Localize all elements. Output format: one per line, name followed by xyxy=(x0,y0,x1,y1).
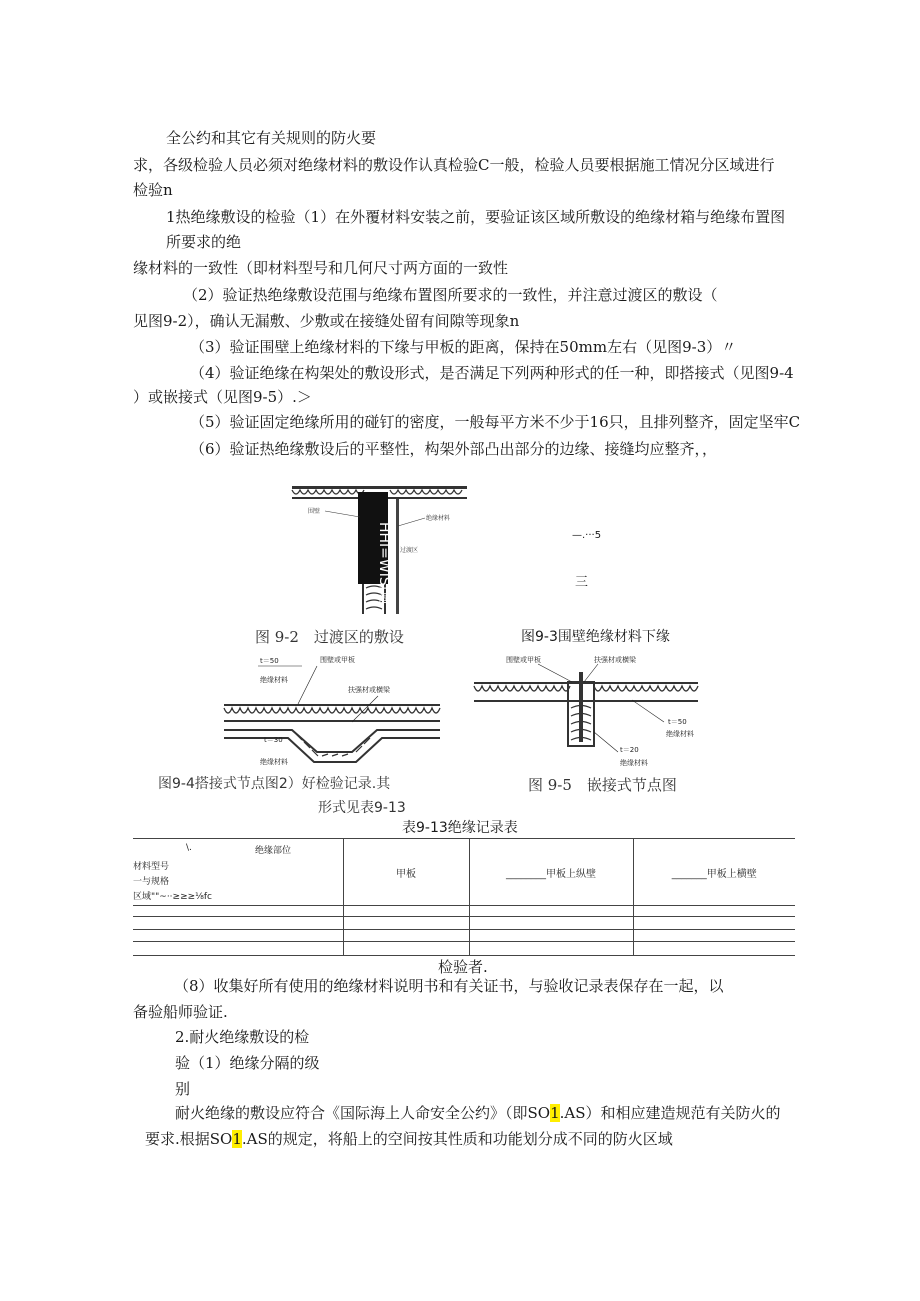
fig93-caption: 图9-3围壁绝缘材料下缘 xyxy=(521,629,670,645)
sec1-item5: （5）验证固定绝缘所用的碰钉的密度，一般每平方米不少于16只，且排列整齐，固定坚牢C xyxy=(190,413,801,431)
figure-9-5 xyxy=(472,652,700,770)
sec2-para1-b: .AS）和相应建造规范有关防火的 xyxy=(559,1104,781,1122)
highlight-mark: 1 xyxy=(232,1130,242,1148)
sec2-para2-a: 要求.根据SO xyxy=(145,1130,233,1148)
fig95-t-right: t＝50 xyxy=(668,718,687,726)
sec1-line3: 缘材料的一致性（即材料型号和几何尺寸两方面的一致性 xyxy=(133,259,509,277)
fig94-t-bottom: t＝30 xyxy=(264,736,283,744)
fig95-label2: 扶强材或横梁 xyxy=(594,656,636,664)
sec2-para1-a: 耐火绝缘的敷设应符合《国际海上人命安全公约》（即SO xyxy=(175,1104,551,1122)
fig94-t-top: t＝50 xyxy=(260,657,279,665)
header-slash: \. xyxy=(186,843,192,853)
fig94-caption: 图9-4搭接式节点图2）好检验记录.其 xyxy=(158,776,391,792)
header-type: 材料型号 xyxy=(133,862,170,872)
table-title: 表9-13绝缘记录表 xyxy=(402,820,518,836)
table-header-cell xyxy=(133,839,343,906)
fig92-label-mid: 过渡区 xyxy=(400,547,419,554)
sec2-para1 xyxy=(175,1103,781,1123)
table-row xyxy=(133,942,795,956)
fig94-caption2: 形式见表9-13 xyxy=(318,800,406,816)
fig92-label-left: 围壁 xyxy=(308,508,321,515)
para1-line1: 全公约和其它有关规则的防火要 xyxy=(166,129,377,147)
para8-line1: （8）收集好所有使用的绝缘材料说明书和有关证书，与验收记录表保存在一起，以 xyxy=(174,977,724,995)
sec2-line1: 2.耐火绝缘敷设的检 xyxy=(175,1028,310,1046)
fig92-vertical-text: HHI=WIS|迴 xyxy=(376,522,392,605)
sec2-line3: 别 xyxy=(175,1080,191,1098)
sec1-line2: 所要求的绝 xyxy=(166,233,242,251)
para1-line2: 求，各级检验人员必须对绝缘材料的敷设作认真检验C一般，检验人员要根据施工情况分区域进行 xyxy=(133,156,775,174)
fig94-mat-top: 绝缘材料 xyxy=(260,676,288,684)
fig93-mark1: —.···5 xyxy=(572,530,602,541)
insulation-record-table xyxy=(133,838,795,956)
fig94-label2: 扶强材或横梁 xyxy=(348,686,390,694)
para8-line2: 备验船师验证. xyxy=(133,1003,228,1021)
sec2-para2-b: .AS的规定，将船上的空间按其性质和功能划分成不同的防火区域 xyxy=(241,1130,673,1148)
table-row xyxy=(133,930,795,942)
sec1-item2b: 见图9-2），确认无漏敷、少敷或在接缝处留有间隙等现象n xyxy=(133,312,520,330)
fig92-label-right: 绝缘材料 xyxy=(426,515,451,522)
fig93-mark2: 三 xyxy=(575,575,589,590)
sec1-item3: （3）验证围壁上绝缘材料的下缘与甲板的距离，保持在50mm左右（见图9-3）〃 xyxy=(190,338,737,356)
sec1-item4a: （4）验证绝缘在构架处的敷设形式，是否满足下列两种形式的任一种，即搭接式（见图9-4 xyxy=(190,364,794,382)
fig94-mat-bottom: 绝缘材料 xyxy=(260,758,288,766)
fig95-label1: 围壁或甲板 xyxy=(506,656,541,664)
sec1-line1: 1热绝缘敷设的检验（1）在外覆材料安装之前，要验证该区域所敷设的绝缘材箱与绝缘布置图 xyxy=(166,208,786,226)
sec1-item4b: ）或嵌接式（见图9-5）.＞ xyxy=(133,388,312,406)
fig95-mat-bottom: 绝缘材料 xyxy=(620,759,648,767)
header-part: 绝缘部位 xyxy=(255,846,292,856)
sec2-para2 xyxy=(145,1129,673,1149)
sec1-item6: （6）验证热绝缘敷设后的平整性，构架外部凸出部分的边缘、接缝均应整齐，， xyxy=(190,440,718,458)
col-header-transverse: _______甲板上横壁 xyxy=(633,839,795,906)
col-header-deck: 甲板 xyxy=(343,839,469,906)
header-zone: 区域""~··≥≥≥⅛fc xyxy=(133,892,213,902)
highlight-mark: 1 xyxy=(550,1104,560,1122)
table-row xyxy=(133,906,795,917)
table-row xyxy=(133,917,795,930)
inspector-label: 检验者. xyxy=(438,958,488,976)
fig95-caption: 图 9-5 嵌接式节点图 xyxy=(528,776,677,794)
figure-9-4 xyxy=(222,652,442,770)
sec1-item2a: （2）验证热绝缘敷设范围与绝缘布置图所要求的一致性，并注意过渡区的敷设（ xyxy=(183,286,718,304)
sec2-line2: 验（1）绝缘分隔的级 xyxy=(175,1054,320,1072)
col-header-longitudinal: ________甲板上纵壁 xyxy=(469,839,633,906)
fig95-t-bottom: t＝20 xyxy=(620,746,639,754)
fig94-label1: 围壁或甲板 xyxy=(320,656,355,664)
figure-9-2 xyxy=(290,482,470,617)
para1-line3: 检验n xyxy=(133,181,173,199)
header-spec: 一与规格 xyxy=(133,877,170,887)
fig92-caption: 图 9-2 过渡区的敷设 xyxy=(255,628,404,646)
fig95-mat-right: 绝缘材料 xyxy=(666,730,694,738)
